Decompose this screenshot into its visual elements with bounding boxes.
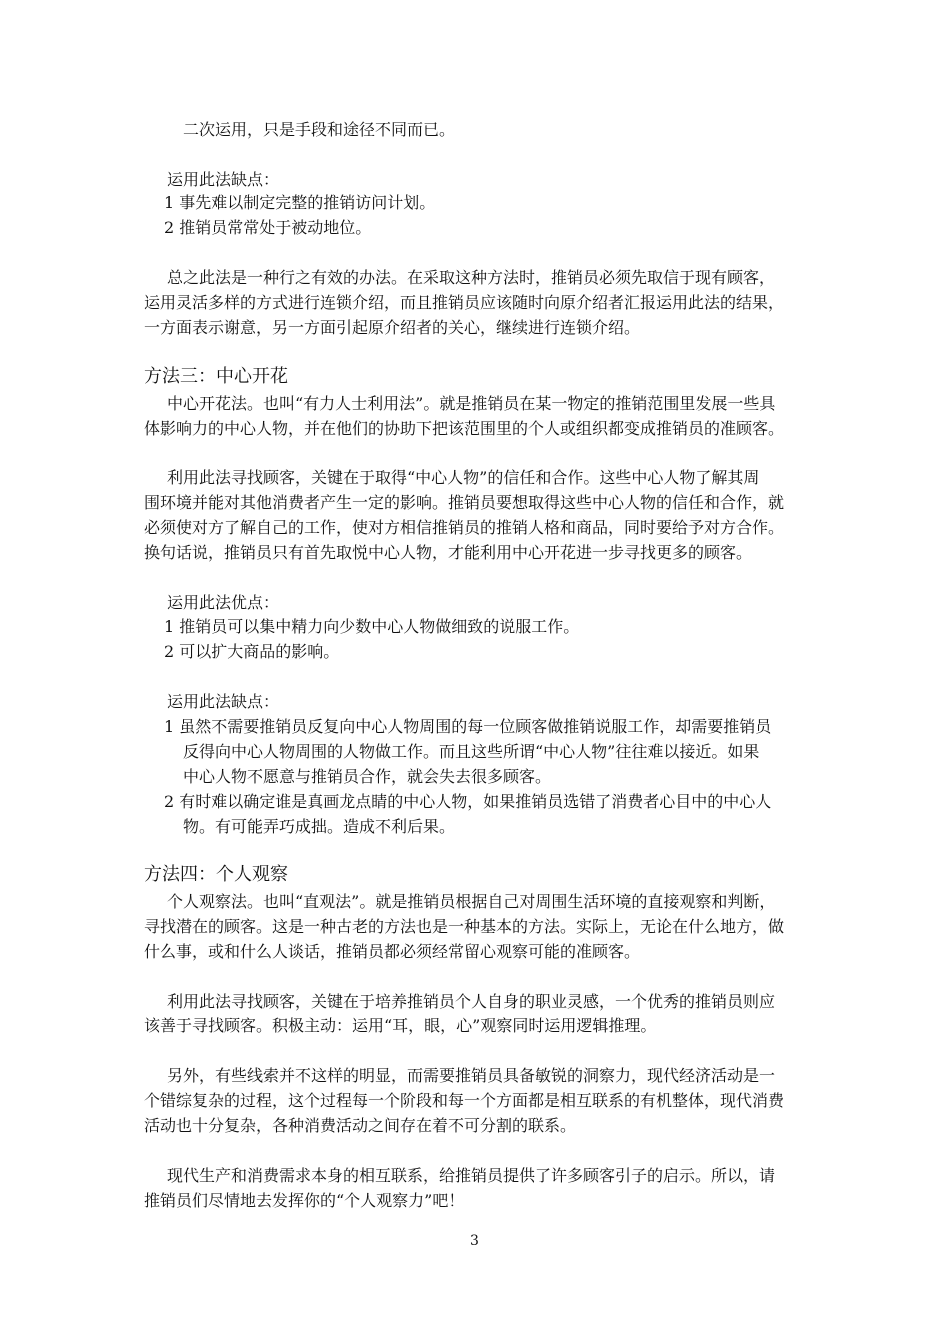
- list-item: 1 虽然不需要推销员反复向中心人物周围的每一位顾客做推销说服工作，却需要推销员: [164, 717, 772, 736]
- text-line: 推销员们尽情地去发挥你的“个人观察力”吧！: [144, 1191, 465, 1210]
- text-line: 个人观察法。也叫“直观法”。就是推销员根据自己对周围生活环境的直接观察和判断，: [167, 892, 776, 911]
- text-line: 运用此法缺点：: [167, 692, 280, 711]
- list-item-continuation: 反得向中心人物周围的人物做工作。而且这些所谓“中心人物”往往难以接近。如果: [183, 742, 760, 761]
- text-line: 活动也十分复杂，各种消费活动之间存在着不可分割的联系。: [144, 1116, 577, 1135]
- list-item: 2 有时难以确定谁是真画龙点睛的中心人物，如果推销员选错了消费者心目中的中心人: [164, 792, 772, 811]
- text-line: 什么事，或和什么人谈话，推销员都必须经常留心观察可能的准顾客。: [144, 942, 641, 961]
- text-line: 换句话说，推销员只有首先取悦中心人物，才能利用中心开花进一步寻找更多的顾客。: [144, 543, 753, 562]
- text-line: 寻找潜在的顾客。这是一种古老的方法也是一种基本的方法。实际上，无论在什么地方，做: [144, 917, 785, 936]
- list-item: 1 推销员可以集中精力向少数中心人物做细致的说服工作。: [164, 617, 580, 636]
- list-item: 2 可以扩大商品的影响。: [164, 642, 340, 661]
- text-line: 该善于寻找顾客。积极主动：运用“耳，眼，心”观察同时运用逻辑推理。: [144, 1016, 657, 1035]
- text-line: 运用此法缺点：: [167, 170, 280, 189]
- list-item: 1 事先难以制定完整的推销访问计划。: [164, 193, 436, 212]
- text-line: 二次运用，只是手段和途径不同而已。: [183, 120, 456, 139]
- text-line: 运用灵活多样的方式进行连锁介绍，而且推销员应该随时向原介绍者汇报运用此法的结果，: [144, 293, 785, 312]
- page-number: 3: [470, 1233, 479, 1249]
- text-line: 总之此法是一种行之有效的办法。在采取这种方法时，推销员必须先取信于现有顾客，: [167, 268, 776, 287]
- list-item: 2 推销员常常处于被动地位。: [164, 218, 372, 237]
- section-heading: 方法四：个人观察: [144, 864, 288, 885]
- section-heading: 方法三：中心开花: [144, 366, 288, 387]
- text-line: 利用此法寻找顾客，关键在于培养推销员个人自身的职业灵感，一个优秀的推销员则应: [167, 992, 776, 1011]
- text-line: 利用此法寻找顾客，关键在于取得“中心人物”的信任和合作。这些中心人物了解其周: [167, 468, 760, 487]
- text-line: 体影响力的中心人物，并在他们的协助下把该范围里的个人或组织都变成推销员的准顾客。: [144, 419, 785, 438]
- text-line: 现代生产和消费需求本身的相互联系，给推销员提供了许多顾客引子的启示。所以，请: [167, 1166, 776, 1185]
- text-line: 个错综复杂的过程，这个过程每一个阶段和每一个方面都是相互联系的有机整体，现代消费: [144, 1091, 785, 1110]
- text-line: 中心开花法。也叫“有力人士利用法”。就是推销员在某一物定的推销范围里发展一些具: [167, 394, 776, 413]
- list-item-continuation: 中心人物不愿意与推销员合作，就会失去很多顾客。: [183, 767, 552, 786]
- list-item-continuation: 物。有可能弄巧成拙。造成不利后果。: [183, 817, 456, 836]
- text-line: 必须使对方了解自己的工作，使对方相信推销员的推销人格和商品，同时要给予对方合作。: [144, 518, 785, 537]
- text-line: 围环境并能对其他消费者产生一定的影响。推销员要想取得这些中心人物的信任和合作，就: [144, 493, 785, 512]
- text-line: 另外，有些线索并不这样的明显，而需要推销员具备敏锐的洞察力，现代经济活动是一: [167, 1066, 776, 1085]
- text-line: 运用此法优点：: [167, 593, 280, 612]
- text-line: 一方面表示谢意，另一方面引起原介绍者的关心，继续进行连锁介绍。: [144, 318, 641, 337]
